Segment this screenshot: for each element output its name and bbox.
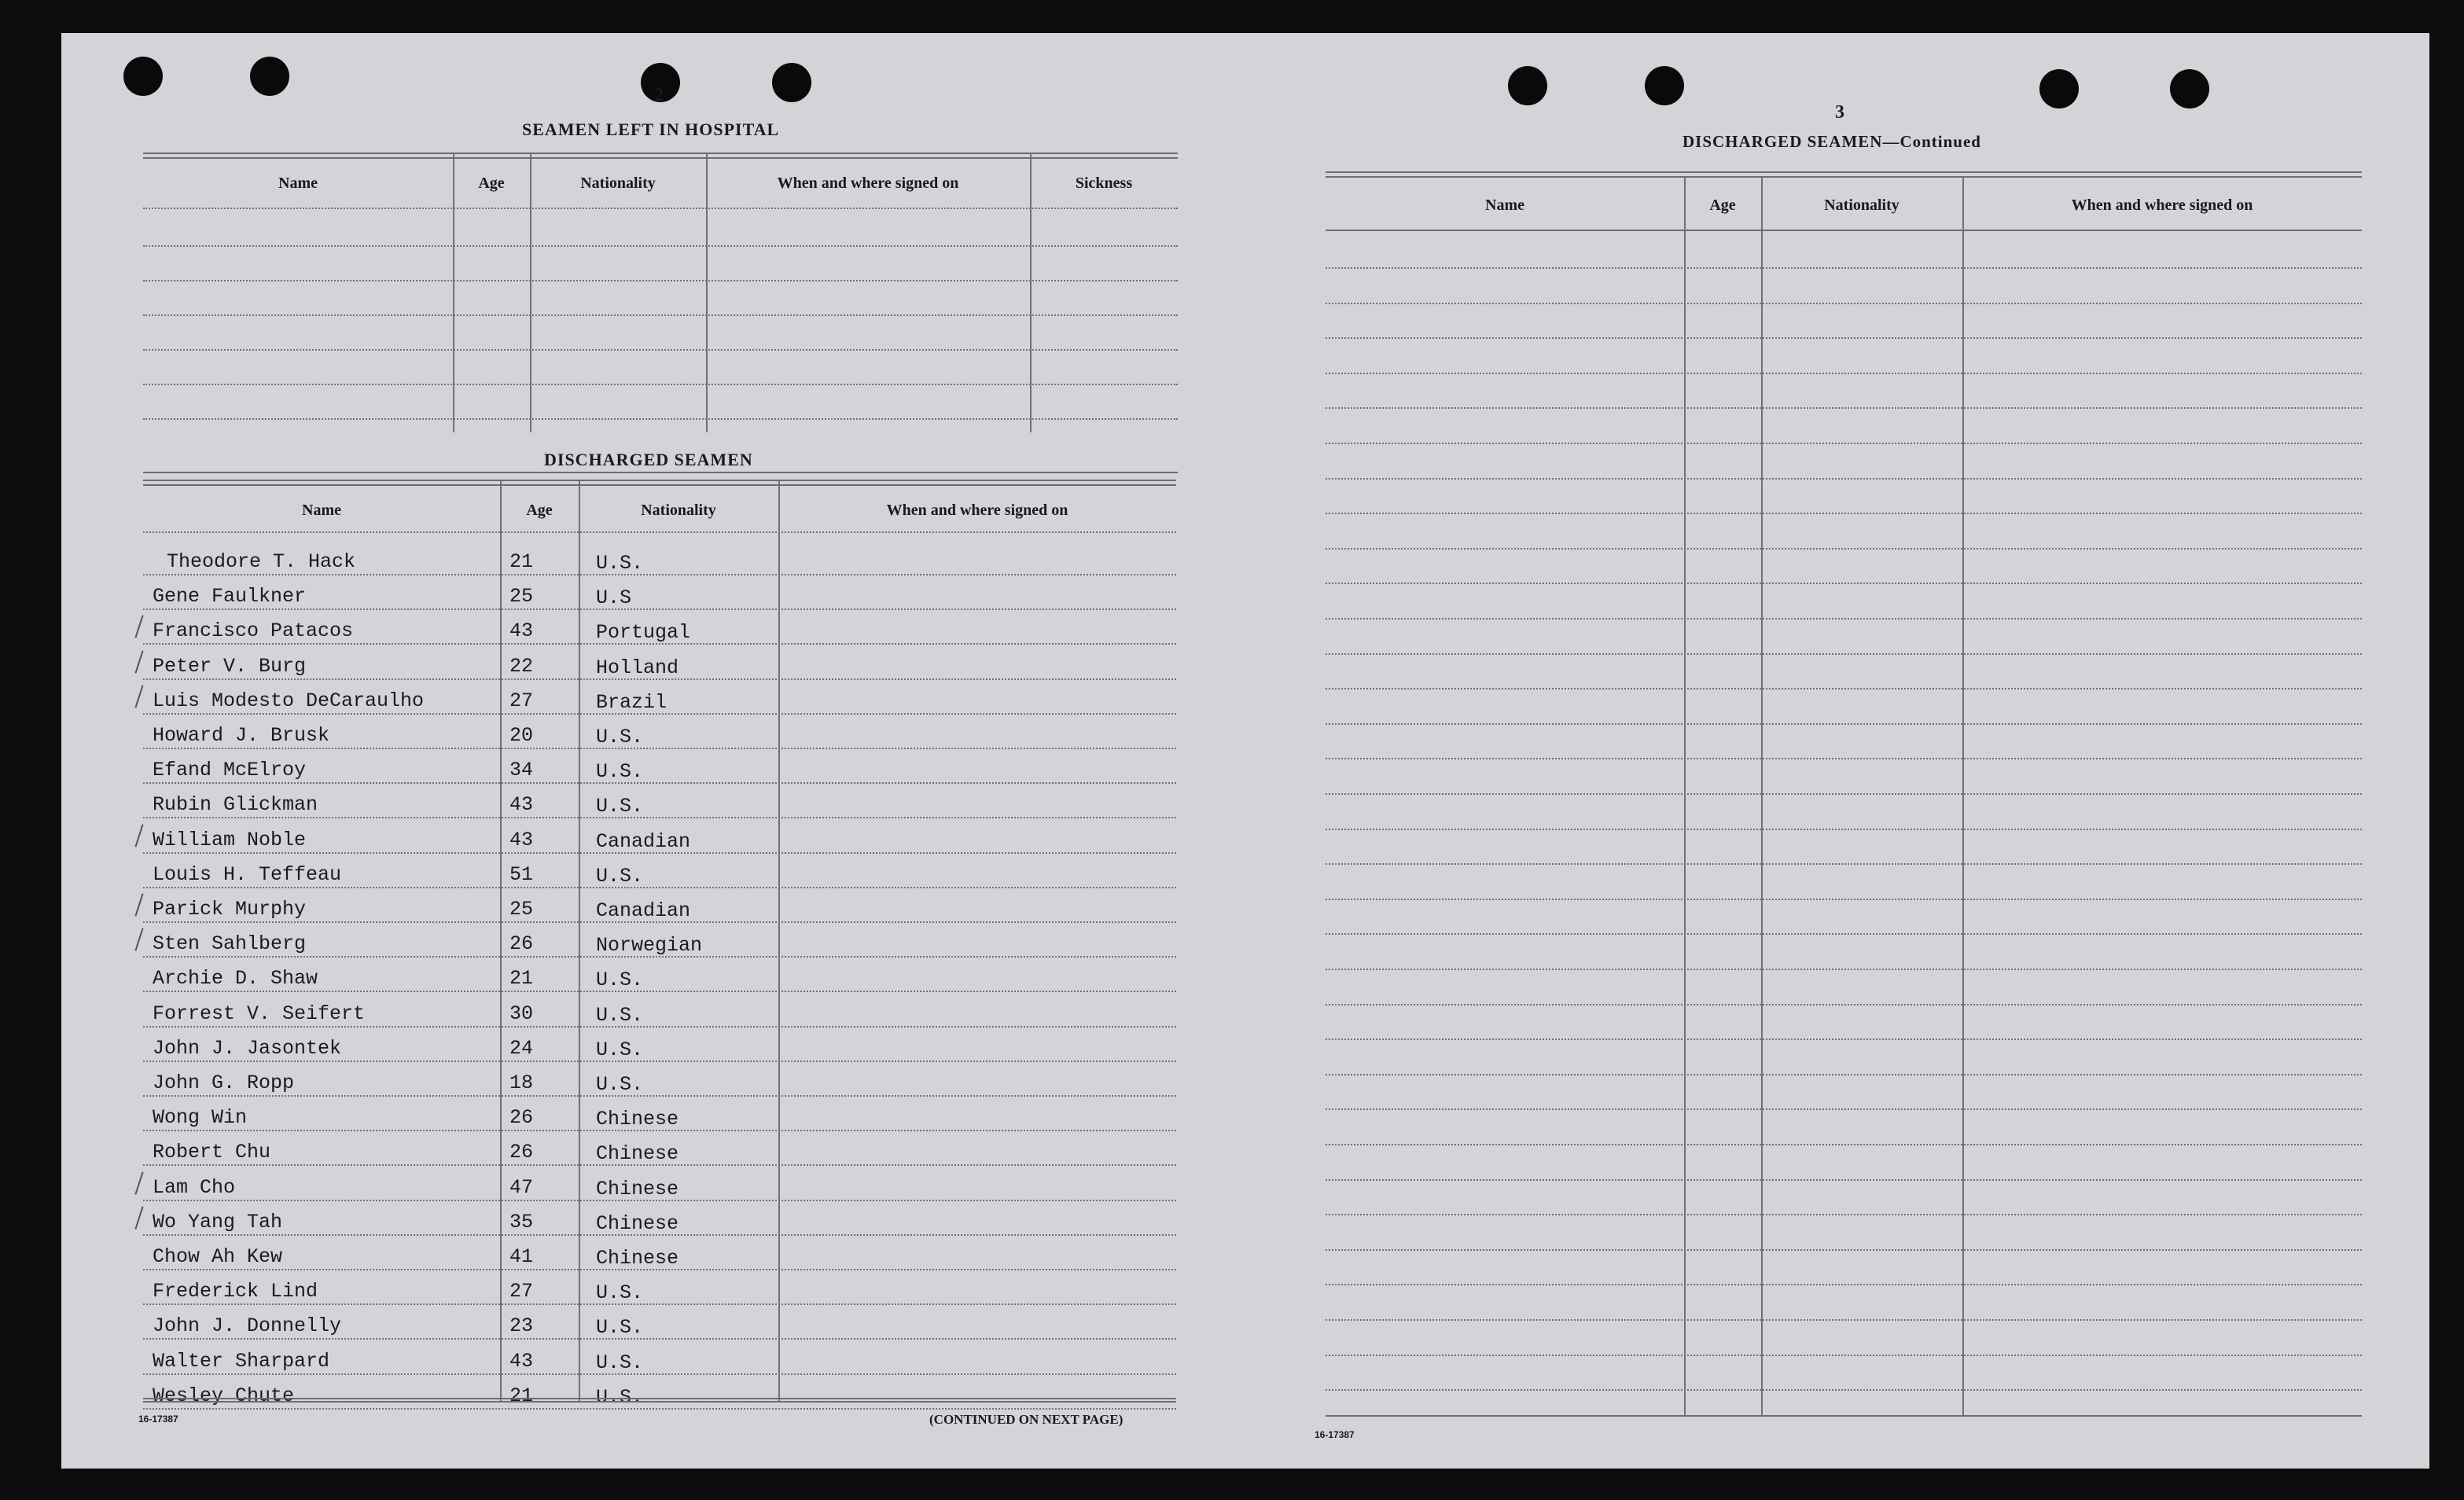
row-line — [1326, 583, 2362, 584]
table-rule — [143, 480, 1176, 481]
seaman-name: Parick Murphy — [153, 898, 307, 921]
row-line — [1326, 1284, 2362, 1285]
seaman-age: 18 — [509, 1072, 534, 1094]
row-line — [1326, 793, 2362, 795]
seaman-age: 22 — [509, 654, 534, 678]
seaman-name: Robert Chu — [153, 1141, 271, 1164]
row-line — [143, 1061, 1176, 1062]
seaman-nationality: U.S. — [596, 760, 644, 784]
seaman-age: 27 — [509, 1280, 534, 1303]
seaman-age: 21 — [509, 967, 534, 991]
column-header-when-and-where-signed-on: When and where signed on — [2071, 197, 2253, 214]
row-line — [1326, 1074, 2362, 1075]
row-line — [143, 608, 1176, 610]
seaman-name: Luis Modesto DeCaraulho — [153, 689, 425, 712]
row-line — [1326, 933, 2362, 935]
binder-hole — [250, 57, 289, 96]
row-line — [1326, 899, 2362, 900]
seaman-nationality: Canadian — [596, 829, 691, 853]
row-line — [1326, 863, 2362, 865]
row-line — [1326, 1004, 2362, 1006]
column-header-nationality: Nationality — [641, 502, 716, 519]
row-line — [1326, 1108, 2362, 1110]
seaman-nationality: U.S. — [596, 864, 644, 888]
row-line — [1326, 653, 2362, 655]
seaman-name: Lam Cho — [153, 1175, 236, 1199]
seaman-age: 21 — [509, 550, 534, 573]
binder-hole — [123, 57, 163, 96]
discharged-section-title: DISCHARGED SEAMEN — [544, 450, 753, 469]
seaman-name: Wo Yang Tah — [153, 1210, 283, 1233]
seaman-name: John J. Jasontek — [153, 1036, 342, 1060]
row-line — [1326, 513, 2362, 514]
seaman-nationality: U.S. — [596, 1351, 644, 1374]
row-line — [143, 1200, 1176, 1201]
seaman-age: 41 — [509, 1245, 534, 1268]
binder-hole — [772, 63, 811, 102]
column-header-name: Name — [1485, 197, 1524, 214]
row-line — [143, 1303, 1176, 1305]
row-line — [143, 245, 1178, 247]
seaman-age: 26 — [509, 1141, 534, 1164]
column-header-age: Age — [526, 502, 553, 519]
seaman-nationality: U.S. — [596, 1316, 644, 1340]
seaman-name: Chow Ah Kew — [153, 1245, 283, 1268]
row-line — [143, 1130, 1176, 1131]
seaman-nationality: U.S. — [596, 1003, 644, 1027]
seaman-nationality: U.S — [596, 586, 632, 610]
continued-footer: (CONTINUED ON NEXT PAGE) — [929, 1412, 1124, 1427]
row-line — [143, 782, 1176, 784]
row-line — [1326, 548, 2362, 550]
seaman-name: Theodore T. Hack — [167, 550, 356, 573]
seaman-name: Gene Faulkner — [153, 585, 307, 608]
seaman-nationality: U.S. — [596, 1281, 644, 1305]
row-line — [143, 748, 1176, 749]
column-divider — [706, 154, 708, 432]
seaman-age: 43 — [509, 619, 534, 643]
seaman-age: 47 — [509, 1175, 534, 1199]
continued-section-title: DISCHARGED SEAMEN—Continued — [1683, 132, 1981, 151]
table-rule — [1326, 171, 2362, 173]
row-line — [143, 852, 1176, 854]
column-header-age: Age — [478, 175, 505, 192]
binder-hole — [1508, 66, 1547, 105]
seaman-age: 21 — [509, 1384, 534, 1407]
column-divider — [1684, 178, 1686, 1415]
row-line — [1326, 407, 2362, 409]
column-header-sickness: Sickness — [1075, 175, 1133, 192]
row-line — [143, 1338, 1176, 1340]
row-line — [143, 1164, 1176, 1166]
seaman-name: Howard J. Brusk — [153, 724, 330, 747]
row-line — [143, 713, 1176, 715]
table-rule — [143, 472, 1178, 473]
row-line — [1326, 373, 2362, 374]
seaman-nationality: Holland — [596, 656, 679, 679]
row-line — [1326, 1144, 2362, 1145]
seaman-nationality: Chinese — [596, 1177, 679, 1200]
row-line — [143, 349, 1178, 351]
seaman-nationality: Chinese — [596, 1142, 679, 1166]
column-divider — [500, 481, 502, 1401]
table-rule — [1326, 176, 2362, 178]
row-line — [143, 384, 1178, 385]
seaman-nationality: Portugal — [596, 621, 691, 645]
row-line — [1326, 303, 2362, 304]
column-divider — [453, 154, 454, 432]
row-line — [143, 1026, 1176, 1028]
row-line — [143, 991, 1176, 992]
row-line — [1326, 758, 2362, 759]
seaman-age: 23 — [509, 1314, 534, 1338]
seaman-name: Francisco Patacos — [153, 619, 354, 643]
seaman-nationality: Chinese — [596, 1108, 679, 1131]
column-header-when-and-where-signed-on: When and where signed on — [886, 502, 1068, 519]
seaman-name: John J. Donnelly — [153, 1314, 342, 1338]
seaman-age: 26 — [509, 1106, 534, 1130]
row-line — [143, 956, 1176, 958]
row-line — [143, 574, 1176, 575]
row-line — [143, 208, 1178, 209]
form-number-right: 16-17387 — [1315, 1429, 1355, 1440]
table-rule — [1326, 230, 2362, 231]
seaman-age: 43 — [509, 1349, 534, 1373]
table-rule — [143, 1398, 1176, 1399]
row-line — [143, 921, 1176, 923]
seaman-name: Louis H. Teffeau — [153, 862, 342, 886]
seaman-age: 43 — [509, 828, 534, 851]
row-line — [1326, 1214, 2362, 1215]
form-number-left: 16-17387 — [138, 1414, 178, 1425]
seaman-name: Frederick Lind — [153, 1280, 318, 1303]
row-line — [1326, 1179, 2362, 1181]
row-line — [1326, 1039, 2362, 1040]
column-divider — [778, 481, 780, 1401]
row-line — [1326, 478, 2362, 480]
row-line — [143, 887, 1176, 888]
binder-hole — [2039, 69, 2079, 108]
seaman-age: 30 — [509, 1002, 534, 1025]
row-line — [1326, 969, 2362, 970]
row-line — [143, 1408, 1176, 1410]
row-line — [1326, 723, 2362, 725]
table-rule — [1326, 1415, 2362, 1417]
column-header-age: Age — [1709, 197, 1736, 214]
page-number-left: 2 — [654, 85, 664, 105]
row-line — [1326, 1319, 2362, 1321]
column-divider — [1962, 178, 1964, 1415]
row-line — [143, 314, 1178, 316]
row-line — [143, 1269, 1176, 1270]
row-line — [1326, 337, 2362, 339]
binder-hole — [1645, 66, 1684, 105]
table-rule — [143, 157, 1178, 159]
seaman-nationality: Chinese — [596, 1247, 679, 1270]
column-header-name: Name — [278, 175, 318, 192]
seaman-name: Efand McElroy — [153, 759, 307, 782]
seaman-age: 34 — [509, 759, 534, 782]
page-number-right: 3 — [1835, 102, 1844, 123]
seaman-age: 43 — [509, 793, 534, 817]
column-header-nationality: Nationality — [1824, 197, 1899, 214]
row-line — [1326, 1249, 2362, 1251]
row-line — [143, 531, 1176, 533]
column-divider — [530, 154, 531, 432]
seaman-name: William Noble — [153, 828, 307, 851]
row-line — [1326, 688, 2362, 689]
seaman-name: Rubin Glickman — [153, 793, 318, 817]
document-sheet — [61, 33, 2429, 1469]
seaman-age: 25 — [509, 898, 534, 921]
row-line — [1326, 1389, 2362, 1391]
seaman-name: Archie D. Shaw — [153, 967, 318, 991]
row-line — [1326, 618, 2362, 619]
seaman-age: 26 — [509, 932, 534, 956]
seaman-name: Wesley Chute — [153, 1384, 295, 1407]
seaman-nationality: Norwegian — [596, 934, 703, 958]
row-line — [143, 280, 1178, 281]
seaman-nationality: Canadian — [596, 899, 691, 922]
hospital-section-title: SEAMEN LEFT IN HOSPITAL — [522, 119, 780, 139]
seaman-nationality: Brazil — [596, 690, 667, 714]
column-divider — [1761, 178, 1763, 1415]
row-line — [143, 1373, 1176, 1375]
seaman-age: 35 — [509, 1210, 534, 1233]
seaman-nationality: U.S. — [596, 969, 644, 992]
table-rule — [143, 484, 1176, 486]
seaman-age: 20 — [509, 724, 534, 747]
column-header-when-and-where-signed-on: When and where signed on — [777, 175, 959, 192]
row-line — [143, 1095, 1176, 1097]
column-header-nationality: Nationality — [580, 175, 656, 192]
seaman-nationality: U.S. — [596, 795, 644, 818]
column-divider — [1030, 154, 1032, 432]
seaman-age: 25 — [509, 585, 534, 608]
seaman-name: Peter V. Burg — [153, 654, 307, 678]
row-line — [143, 418, 1178, 420]
row-line — [143, 678, 1176, 680]
column-header-name: Name — [302, 502, 341, 519]
seaman-nationality: U.S. — [596, 1385, 644, 1409]
seaman-nationality: U.S. — [596, 1038, 644, 1061]
seaman-age: 24 — [509, 1036, 534, 1060]
seaman-nationality: U.S. — [596, 1073, 644, 1096]
row-line — [1326, 267, 2362, 269]
seaman-name: John G. Ropp — [153, 1072, 295, 1094]
row-line — [143, 817, 1176, 818]
column-divider — [579, 481, 580, 1401]
table-rule — [143, 1401, 1176, 1403]
seaman-name: Sten Sahlberg — [153, 932, 307, 956]
row-line — [1326, 829, 2362, 830]
table-rule — [143, 153, 1178, 154]
row-line — [1326, 443, 2362, 444]
seaman-name: Walter Sharpard — [153, 1349, 330, 1373]
row-line — [143, 643, 1176, 645]
seaman-nationality: Chinese — [596, 1211, 679, 1235]
seaman-age: 51 — [509, 862, 534, 886]
row-line — [143, 1234, 1176, 1236]
seaman-nationality: U.S. — [596, 552, 644, 575]
seaman-nationality: U.S. — [596, 726, 644, 748]
binder-hole — [2170, 69, 2209, 108]
row-line — [1326, 1355, 2362, 1356]
seaman-name: Wong Win — [153, 1106, 248, 1130]
seaman-name: Forrest V. Seifert — [153, 1002, 366, 1025]
seaman-age: 27 — [509, 689, 534, 712]
